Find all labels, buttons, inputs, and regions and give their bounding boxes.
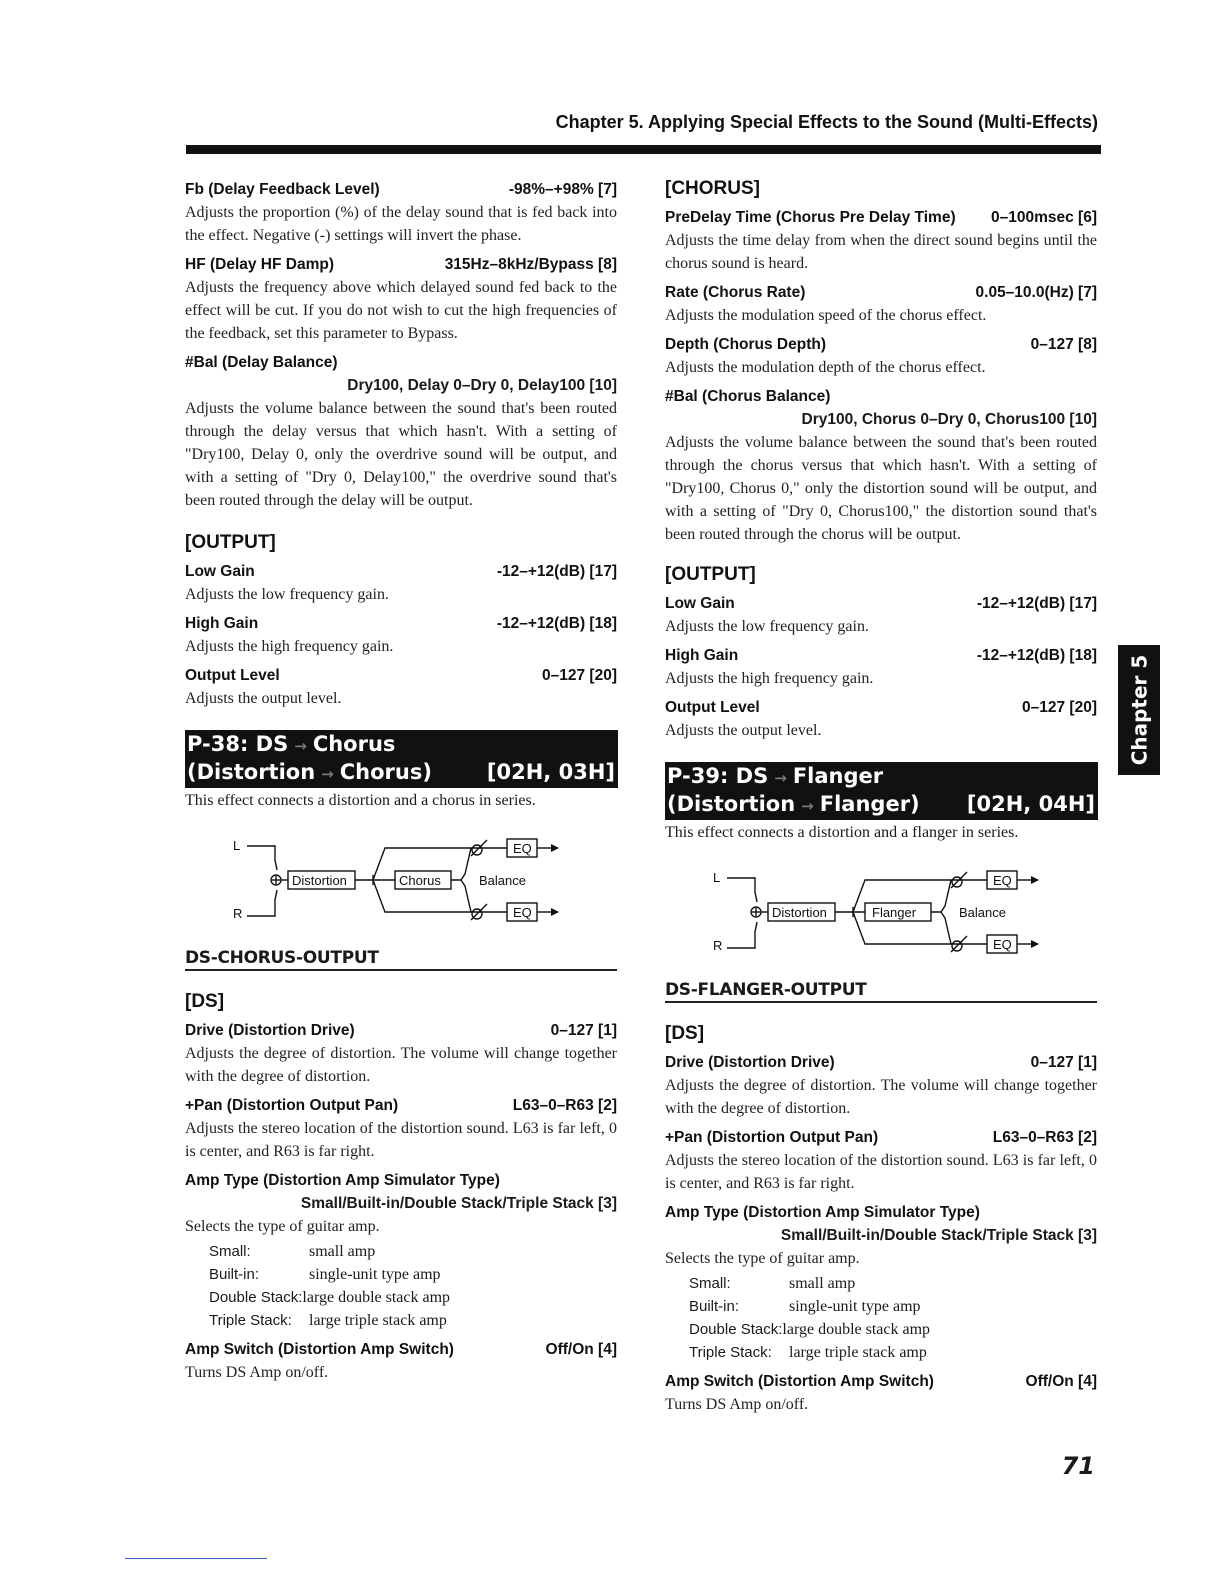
param-range: 0–100msec [6]: [991, 209, 1097, 226]
diagram-r-label: R: [713, 938, 723, 953]
param-amp-switch: [665, 1370, 1097, 1416]
param-desc: Adjusts the output level.: [185, 690, 342, 707]
param-name: Low Gain: [185, 563, 255, 580]
amp-type-list: [689, 1272, 1097, 1364]
arrow-icon: →: [294, 737, 307, 755]
param-desc: Adjusts the output level.: [665, 722, 822, 739]
chapter-tab: [1118, 645, 1160, 775]
signal-flow-diagram: [185, 830, 617, 940]
param-desc: Turns DS Amp on/off.: [665, 1396, 809, 1413]
effect-desc: This effect connects a distortion and a flanger in series.: [665, 824, 1019, 841]
chapter-tab-label: Chapter 5: [1127, 654, 1152, 766]
param-desc: Adjusts the frequency above which delayed sound fed back to the effect will be cut. If you do not wish to cut the high frequencies of the feedback, set this parameter to Bypass.: [185, 279, 617, 342]
effect-full-a: (Distortion: [667, 792, 796, 816]
param-predelay: [665, 206, 1097, 275]
effect-desc: This effect connects a distortion and a chorus in series.: [185, 792, 536, 809]
arrow-icon: →: [774, 769, 787, 787]
chorus-heading: [CHORUS]: [665, 178, 760, 199]
param-rate: [665, 281, 1097, 327]
param-desc: Adjusts the stereo location of the distortion sound. L63 is far left, 0 is center, and R63 is far right.: [665, 1152, 1097, 1192]
effect-name: P-39: DS: [667, 764, 769, 788]
effect-code: [02H, 03H]: [486, 760, 615, 784]
diagram-svg: [705, 862, 1045, 972]
diagram-l-label: L: [233, 838, 241, 853]
effect-code: [02H, 04H]: [966, 792, 1095, 816]
param-desc: Adjusts the degree of distortion. The volume will change together with the degree of distortion.: [185, 1045, 617, 1085]
diagram-l-label: L: [713, 870, 721, 885]
output-heading: [OUTPUT]: [665, 564, 756, 585]
diagram-eq-bottom: EQ: [513, 905, 532, 920]
header-rule: [186, 145, 1101, 154]
param-desc: Adjusts the volume balance between the sound that's been routed through the delay versus that which hasn't. With a setting of "Dry100, Delay 0, only the overdrive sound will be output, and with a setting of "Dry 0, Delay100," the overdrive sound that's been routed through the delay will be output.: [185, 400, 617, 509]
param-name: Depth (Chorus Depth): [665, 336, 827, 353]
param-high-gain: [185, 612, 617, 658]
diagram-balance-label: Balance: [959, 905, 1006, 920]
param-desc: Adjusts the modulation speed of the chorus effect.: [665, 307, 987, 324]
arrow-icon: →: [801, 797, 814, 815]
param-name: Drive (Distortion Drive): [665, 1054, 835, 1071]
param-range: L63–0–R63 [2]: [512, 1097, 617, 1114]
param-desc: Turns DS Amp on/off.: [185, 1364, 329, 1381]
diagram-eq-bottom: EQ: [993, 937, 1012, 952]
param-name: Drive (Distortion Drive): [185, 1022, 355, 1039]
effect-name-b: Chorus: [312, 732, 396, 756]
param-name: Amp Type (Distortion Amp Simulator Type): [185, 1172, 500, 1189]
param-low-gain: [185, 560, 617, 606]
param-name: Output Level: [665, 699, 760, 716]
param-hf: [185, 253, 617, 345]
param-desc: Adjusts the stereo location of the distortion sound. L63 is far left, 0 is center, and R63 is far right.: [185, 1120, 617, 1160]
param-name: HF (Delay HF Damp): [185, 256, 334, 273]
signal-flow-diagram: [665, 862, 1097, 972]
list-item: Built-in: single-unit type amp: [209, 1266, 441, 1283]
diagram-eq-top: EQ: [993, 873, 1012, 888]
param-depth: [665, 333, 1097, 379]
param-desc: Adjusts the low frequency gain.: [665, 618, 869, 635]
param-name: Amp Switch (Distortion Amp Switch): [185, 1341, 454, 1358]
param-range: 0–127 [20]: [1022, 699, 1097, 716]
list-item: Small: small amp: [689, 1275, 856, 1292]
param-delay-balance: [185, 351, 617, 512]
param-desc: Adjusts the volume balance between the sound that's been routed through the chorus versus that which hasn't. With a setting of "Dry100, Chorus 0," only the distortion sound will be output, and with a setting of "Dry 0, Chorus100," the distortion sound that's been routed through the chorus will be output.: [665, 434, 1097, 543]
diagram-block-1: Distortion: [292, 873, 347, 888]
param-name: Low Gain: [665, 595, 735, 612]
param-name: High Gain: [665, 647, 739, 664]
param-range: Small/Built-in/Double Stack/Triple Stack [3]: [300, 1195, 617, 1212]
param-desc: Adjusts the degree of distortion. The volume will change together with the degree of distortion.: [665, 1077, 1097, 1117]
effect-name-b: Flanger: [792, 764, 884, 788]
list-item: Small: small amp: [209, 1243, 376, 1260]
param-drive: [665, 1051, 1097, 1120]
section-subheading: DS-FLANGER-OUTPUT: [665, 980, 1097, 1003]
param-range: 0.05–10.0(Hz) [7]: [975, 284, 1097, 301]
param-range: 315Hz–8kHz/Bypass [8]: [444, 256, 617, 273]
param-range: -12–+12(dB) [18]: [976, 647, 1097, 664]
param-name: +Pan (Distortion Output Pan): [185, 1097, 399, 1114]
diagram-r-label: R: [233, 906, 243, 921]
param-name: +Pan (Distortion Output Pan): [665, 1129, 879, 1146]
param-range: Small/Built-in/Double Stack/Triple Stack [3]: [780, 1227, 1097, 1244]
param-range: 0–127 [1]: [550, 1022, 617, 1039]
diagram-eq-top: EQ: [513, 841, 532, 856]
right-column: [665, 178, 1097, 1422]
param-drive: [185, 1019, 617, 1088]
param-desc: Adjusts the high frequency gain.: [185, 638, 394, 655]
param-range: -12–+12(dB) [17]: [496, 563, 617, 580]
param-amp-switch: [185, 1338, 617, 1384]
output-heading: [OUTPUT]: [185, 532, 276, 553]
effect-title-p38: [185, 730, 618, 788]
param-fb: [185, 178, 617, 247]
param-range: Dry100, Chorus 0–Dry 0, Chorus100 [10]: [801, 411, 1097, 428]
param-range: 0–127 [20]: [542, 667, 617, 684]
param-desc: Selects the type of guitar amp.: [665, 1250, 860, 1267]
param-name: Amp Switch (Distortion Amp Switch): [665, 1373, 934, 1390]
param-desc: Adjusts the time delay from when the direct sound begins until the chorus sound is heard.: [665, 232, 1097, 272]
param-desc: Adjusts the low frequency gain.: [185, 586, 389, 603]
param-name: Output Level: [185, 667, 280, 684]
list-item: Triple Stack: large triple stack amp: [689, 1344, 927, 1361]
list-item: Triple Stack: large triple stack amp: [209, 1312, 447, 1329]
param-name: Fb (Delay Feedback Level): [185, 181, 380, 198]
list-item: Double Stack: large double stack amp: [689, 1321, 931, 1338]
arrow-icon: →: [321, 765, 334, 783]
param-range: -12–+12(dB) [18]: [496, 615, 617, 632]
effect-full-b: Chorus): [339, 760, 432, 784]
param-high-gain: [665, 644, 1097, 690]
param-name: PreDelay Time (Chorus Pre Delay Time): [665, 209, 956, 226]
effect-name: P-38: DS: [187, 732, 289, 756]
param-range: Dry100, Delay 0–Dry 0, Delay100 [10]: [347, 377, 617, 394]
param-name: #Bal (Delay Balance): [185, 354, 338, 371]
effect-full-a: (Distortion: [187, 760, 316, 784]
amp-type-list: [209, 1240, 617, 1332]
ds-heading: [DS]: [665, 1023, 705, 1044]
param-low-gain: [665, 592, 1097, 638]
param-range: Off/On [4]: [545, 1341, 617, 1358]
param-name: #Bal (Chorus Balance): [665, 388, 831, 405]
param-desc: Adjusts the high frequency gain.: [665, 670, 874, 687]
diagram-balance-label: Balance: [479, 873, 526, 888]
param-amp-type: [185, 1169, 617, 1332]
ds-heading: [DS]: [185, 991, 225, 1012]
left-column: [185, 178, 617, 1390]
param-pan: [185, 1094, 617, 1163]
effect-title-p39: [665, 762, 1098, 820]
effect-full-b: Flanger): [819, 792, 920, 816]
list-item: Built-in: single-unit type amp: [689, 1298, 921, 1315]
param-chorus-balance: [665, 385, 1097, 546]
param-name: Amp Type (Distortion Amp Simulator Type): [665, 1204, 980, 1221]
param-amp-type: [665, 1201, 1097, 1364]
diagram-block-2: Flanger: [872, 905, 917, 920]
diagram-svg: [225, 830, 565, 940]
footer-divider: [125, 1558, 267, 1559]
section-subheading: DS-CHORUS-OUTPUT: [185, 948, 617, 971]
param-range: L63–0–R63 [2]: [992, 1129, 1097, 1146]
param-name: High Gain: [185, 615, 259, 632]
param-name: Rate (Chorus Rate): [665, 284, 806, 301]
param-desc: Adjusts the modulation depth of the chorus effect.: [665, 359, 986, 376]
param-range: 0–127 [1]: [1030, 1054, 1097, 1071]
param-desc: Adjusts the proportion (%) of the delay sound that is fed back into the effect. Negative (-) settings will invert the phase.: [185, 204, 617, 244]
param-range: Off/On [4]: [1025, 1373, 1097, 1390]
page-number: 71: [1061, 1452, 1095, 1480]
list-item: Double Stack: large double stack amp: [209, 1289, 451, 1306]
param-range: 0–127 [8]: [1030, 336, 1097, 353]
param-range: -12–+12(dB) [17]: [976, 595, 1097, 612]
param-range: -98%–+98% [7]: [508, 181, 617, 198]
diagram-block-2: Chorus: [399, 873, 441, 888]
param-output-level: [185, 664, 617, 710]
param-pan: [665, 1126, 1097, 1195]
diagram-block-1: Distortion: [772, 905, 827, 920]
page-header: Chapter 5. Applying Special Effects to the Sound (Multi-Effects): [555, 112, 1098, 132]
param-output-level: [665, 696, 1097, 742]
param-desc: Selects the type of guitar amp.: [185, 1218, 380, 1235]
